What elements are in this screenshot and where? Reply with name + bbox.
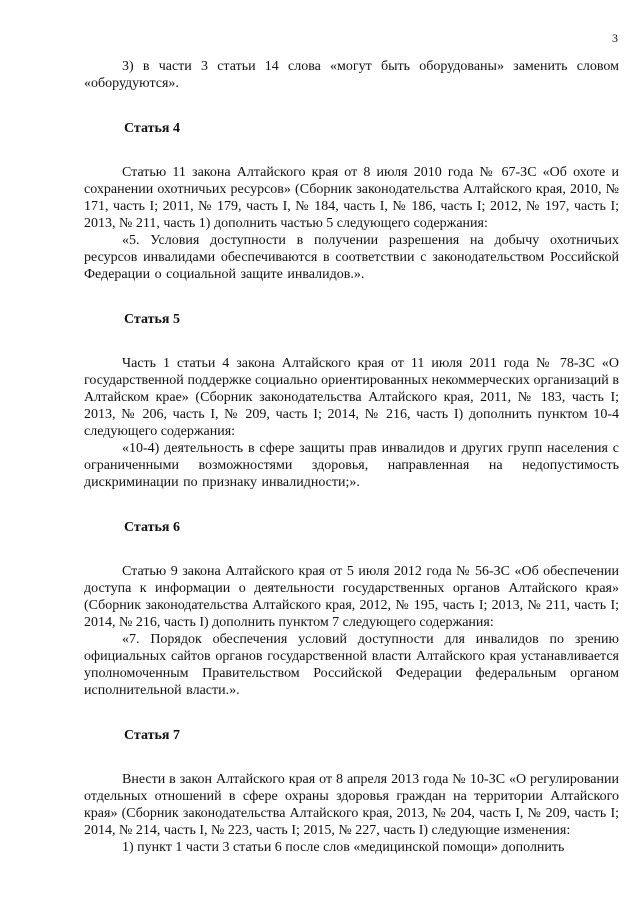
- article-4-paragraph-1: Статью 11 закона Алтайского края от 8 июля 2010 года № 67-ЗС «Об охоте и сохранении охотничьих ресурсов» (Сборник законодательства Алтайского края, 2010, № 171, часть I; 2011, № 179, часть I, № 184, часть I, № 186, часть I; 2012, № 197, часть I; 2013, № 211, часть 1) дополнить частью 5 следующего содержания:: [84, 165, 619, 231]
- article-7-paragraph-2: 1) пункт 1 части 3 статьи 6 после слов «медицинской помощи» дополнить: [122, 840, 565, 855]
- article-6-paragraph-2: «7. Порядок обеспечения условий доступности для инвалидов по зрению официальных сайтов органов государственной власти Алтайского края устанавливается уполномоченным Правительством Российской Федерации федеральным органом исполнительной власти.».: [84, 632, 619, 698]
- document-body: [84, 58, 619, 856]
- intro-paragraph: 3) в части 3 статьи 14 слова «могут быть оборудованы» заменить словом «оборудуются».: [84, 59, 619, 91]
- article-7-paragraph-1: Внести в закон Алтайского края от 8 апреля 2013 года № 10-ЗС «О регулировании отдельных отношений в сфере охраны здоровья граждан на территории Алтайского края» (Сборник законодательства Алтайского края, 2013, № 204, часть I, № 209, часть I; 2014, № 214, часть I, № 223, часть I; 2015, № 227, часть I) следующие изменения:: [84, 772, 619, 838]
- article-4-heading: Статья 4: [124, 121, 180, 136]
- article-6-paragraph-1: Статью 9 закона Алтайского края от 5 июля 2012 года № 56-ЗС «Об обеспечении доступа к информации о деятельности государственных органов Алтайского края» (Сборник законодательства Алтайского края, 2012, № 195, часть I; 2013, № 211, часть I; 2014, № 216, часть I) дополнить пунктом 7 следующего содержания:: [84, 564, 619, 630]
- article-6-heading: Статья 6: [124, 520, 180, 535]
- article-4-paragraph-2: «5. Условия доступности в получении разрешения на добычу охотничьих ресурсов инвалидами обеспечиваются в соответствии с законодательством Российской Федерации о социальной защите инвалидов.».: [84, 233, 619, 282]
- page-number: 3: [612, 31, 618, 45]
- article-7-heading: Статья 7: [124, 728, 180, 743]
- article-5-paragraph-1: Часть 1 статьи 4 закона Алтайского края от 11 июля 2011 года № 78-ЗС «О государственной поддержке социально ориентированных некоммерческих организаций в Алтайском крае» (Сборник законодательства Алтайского края, 2011, № 183, часть I; 2013, № 206, часть I, № 209, часть I; 2014, № 216, часть I) дополнить пунктом 10-4 следующего содержания:: [84, 356, 619, 439]
- article-5-heading: Статья 5: [124, 312, 180, 327]
- article-5-paragraph-2: «10-4) деятельность в сфере защиты прав инвалидов и других групп населения с ограниченными возможностями здоровья, направленная на недопустимость дискриминации по признаку инвалидности;».: [84, 441, 619, 490]
